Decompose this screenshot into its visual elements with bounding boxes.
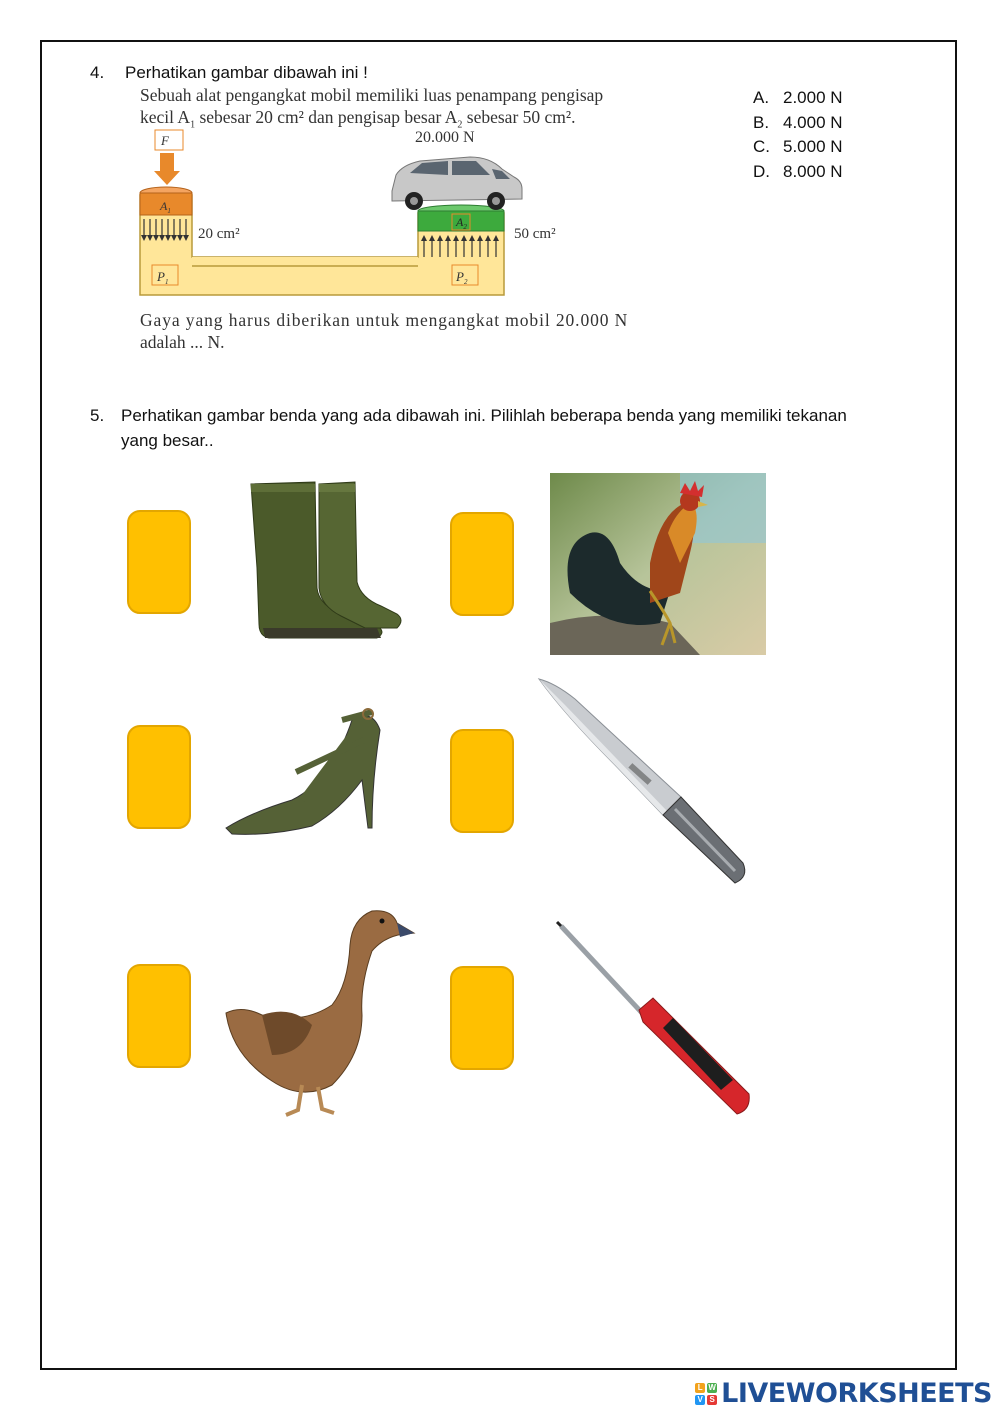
problem-line-1: Sebuah alat pengangkat mobil memiliki luas penampang pengisap	[140, 85, 604, 105]
high-heel-image	[222, 700, 392, 840]
brand-name: LIVEWORKSHEETS	[721, 1378, 992, 1409]
answer-box-boots[interactable]	[127, 510, 191, 614]
p1-label: $P_1$	[157, 269, 169, 286]
question-5-text	[121, 403, 847, 453]
liveworksheets-logo: L W V S	[695, 1383, 717, 1405]
car-image	[392, 157, 522, 210]
option-c[interactable]: C. 5.000 N	[753, 137, 843, 156]
p2-label: $P_2$	[456, 269, 468, 286]
option-a[interactable]: A. 2.000 N	[753, 88, 843, 107]
piston-large-label: $A_2$	[456, 215, 467, 231]
problem-line-2: kecil $A_1$ sebesar 20 cm² dan pengisap besar $A_2$ sebesar 50 cm².	[140, 107, 576, 131]
answer-box-screwdriver[interactable]	[450, 966, 514, 1070]
weight-label: 20.000 N	[415, 129, 475, 146]
option-b[interactable]: B. 4.000 N	[753, 112, 843, 132]
area-small-label: 20 cm²	[198, 226, 240, 242]
force-label: F	[161, 133, 169, 148]
question-5-line-1: Perhatikan gambar benda yang ada dibawah ini. Pilihlah beberapa benda yang memiliki tekanan	[121, 406, 847, 425]
question-5-line-2: yang besar..	[121, 431, 214, 450]
question-4-prompt: Perhatikan gambar dibawah ini !	[125, 63, 368, 82]
footer-branding	[695, 1378, 992, 1409]
answer-box-knife[interactable]	[450, 729, 514, 833]
rooster-image	[550, 473, 766, 655]
question-line-2: adalah ... N.	[140, 332, 225, 352]
screwdriver-image	[553, 918, 753, 1118]
question-line-1: Gaya yang harus diberikan untuk mengangkat mobil 20.000 N	[140, 310, 629, 330]
question-4-number: 4.	[90, 63, 105, 82]
question-4-question	[140, 309, 628, 353]
answer-box-high-heel[interactable]	[127, 725, 191, 829]
option-d[interactable]: D. 8.000 N	[753, 161, 843, 181]
area-large-label: 50 cm²	[514, 226, 556, 242]
duck-image	[222, 905, 417, 1120]
hydraulic-lift-diagram	[130, 125, 690, 305]
piston-small-label: $A_1$	[160, 199, 171, 215]
answer-box-duck[interactable]	[127, 964, 191, 1068]
question-4-options	[753, 86, 843, 184]
question-5-number: 5.	[90, 406, 105, 425]
knife-image	[535, 675, 750, 890]
answer-box-rooster[interactable]	[450, 512, 514, 616]
boots-image	[245, 478, 405, 643]
